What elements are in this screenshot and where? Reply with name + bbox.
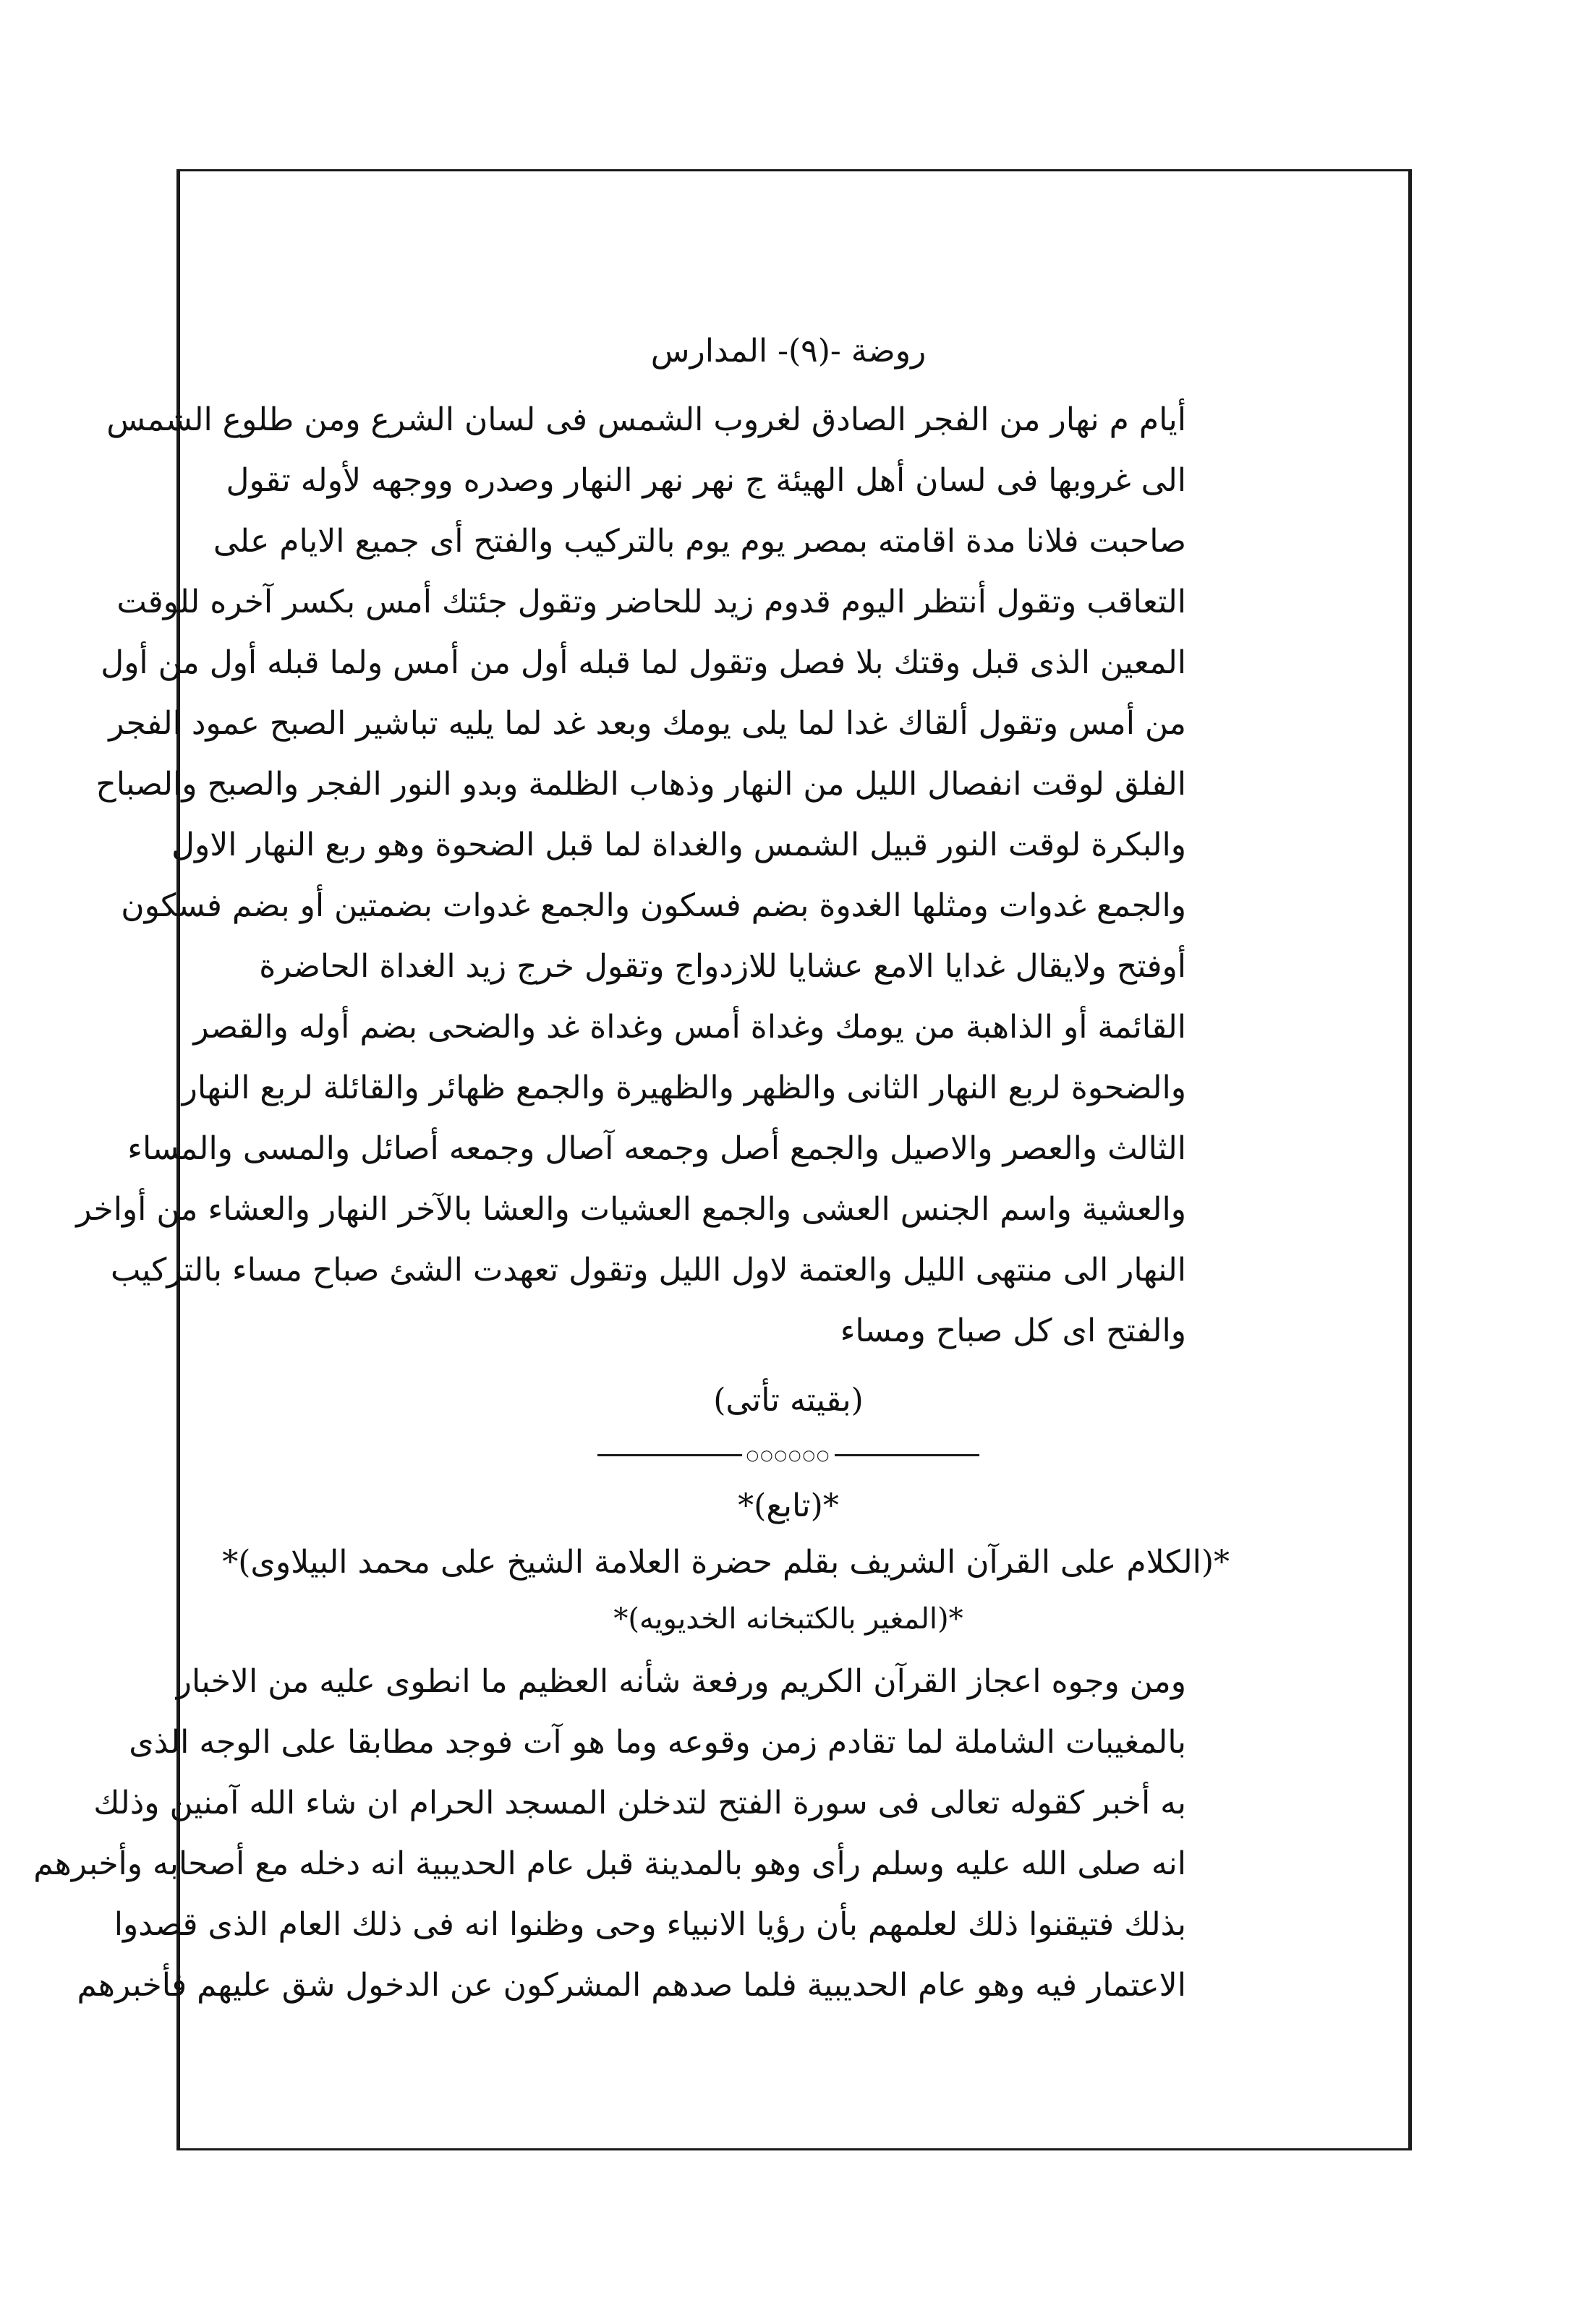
text-line: صاحبت فلانا مدة اقامته بمصر يوم يوم بالتركيب والفتح أى جميع الايام على bbox=[213, 523, 1186, 560]
text-line: التعاقب وتقول أنتظر اليوم قدوم زيد للحاضر وتقول جئتك أمس بكسر آخره للوقت bbox=[116, 584, 1186, 620]
continued-note: (بقيته تأتى) bbox=[713, 1382, 864, 1419]
text-line: أوفتح ولايقال غدايا الامع عشايا للازدواج وتقول خرج زيد الغداة الحاضرة bbox=[259, 948, 1186, 985]
text-line: بذلك فتيقنوا ذلك لعلمهم بأن رؤيا الانبياء وحى وظنوا انه فى ذلك العام الذى قصدوا bbox=[114, 1906, 1186, 1943]
text-line: الفلق لوقت انفصال الليل من النهار وذهاب الظلمة وبدو النور الفجر والصبح والصباح bbox=[95, 766, 1186, 803]
text-line: والبكرة لوقت النور قبيل الشمس والغداة لما قبل الضحوة وهو ربع النهار الاول bbox=[171, 826, 1186, 863]
text-line: انه صلى الله عليه وسلم رأى وهو بالمدينة قبل عام الحديبية انه دخله مع أصحابه وأخبرهم bbox=[33, 1845, 1186, 1882]
article-title: *(الكلام على القرآن الشريف بقلم حضرة العلامة الشيخ على محمد البيلاوى)* bbox=[222, 1544, 1230, 1581]
separator-rule-left bbox=[835, 1454, 979, 1456]
text-line: من أمس وتقول ألقاك غدا لما يلى يومك وبعد غد لما يليه تباشير الصبح عمود الفجر bbox=[108, 705, 1186, 742]
text-line: أيام م نهار من الفجر الصادق لغروب الشمس فى لسان الشرع ومن طلوع الشمس bbox=[106, 401, 1186, 438]
running-head: روضة -(٩)- المدارس bbox=[650, 333, 927, 369]
text-line: به أخبر كقوله تعالى فى سورة الفتح لتدخلن المسجد الحرام ان شاء الله آمنين وذلك bbox=[93, 1785, 1186, 1821]
article-subtitle: *(المغير بالكتبخانه الخديويه)* bbox=[613, 1602, 963, 1636]
page-content bbox=[33, 333, 1230, 2016]
text-line: الى غروبها فى لسان أهل الهيئة ج نهر نهر النهار وصدره ووجهه لأوله تقول bbox=[226, 462, 1186, 499]
text-line: المعين الذى قبل وقتك بلا فصل وتقول لما قبله أول من أمس ولما قبله أول من أول bbox=[101, 644, 1186, 681]
article-body-2 bbox=[33, 1652, 1186, 2016]
text-line: النهار الى منتهى الليل والعتمة لاول الليل وتقول تعهدت الشئ صباح مساء بالتركيب bbox=[110, 1252, 1186, 1289]
section-separator bbox=[391, 1448, 1186, 1462]
separator-rule-right bbox=[597, 1454, 742, 1456]
text-line: والعشية واسم الجنس العشى والجمع العشيات والعشا بالآخر النهار والعشاء من أواخر bbox=[76, 1191, 1186, 1228]
separator-ornament: ○○○○○○ bbox=[746, 1446, 831, 1464]
text-line: القائمة أو الذاهبة من يومك وغداة أمس وغداة غد والضحى بضم أوله والقصر bbox=[193, 1009, 1186, 1046]
text-line: بالمغيبات الشاملة لما تقادم زمن وقوعه وما هو آت فوجد مطابقا على الوجه الذى bbox=[129, 1724, 1186, 1761]
text-line: والجمع غدوات ومثلها الغدوة بضم فسكون والجمع غدوات بضمتين أو بضم فسكون bbox=[121, 887, 1186, 924]
text-line: ومن وجوه اعجاز القرآن الكريم ورفعة شأنه العظيم ما انطوى عليه من الاخبار bbox=[176, 1663, 1186, 1700]
text-line: والضحوة لربع النهار الثانى والظهر والظهيرة والجمع ظهائر والقائلة لربع النهار bbox=[182, 1069, 1186, 1106]
text-line: الثالث والعصر والاصيل والجمع أصل وجمعه آصال وجمعه أصائل والمسى والمساء bbox=[127, 1130, 1186, 1167]
section-label: *(تابع)* bbox=[738, 1487, 839, 1524]
text-line: الاعتمار فيه وهو عام الحديبية فلما صدهم المشركون عن الدخول شق عليهم فأخبرهم bbox=[77, 1967, 1186, 2004]
text-line: والفتح اى كل صباح ومساء bbox=[840, 1312, 1186, 1349]
article-body bbox=[76, 390, 1186, 1362]
